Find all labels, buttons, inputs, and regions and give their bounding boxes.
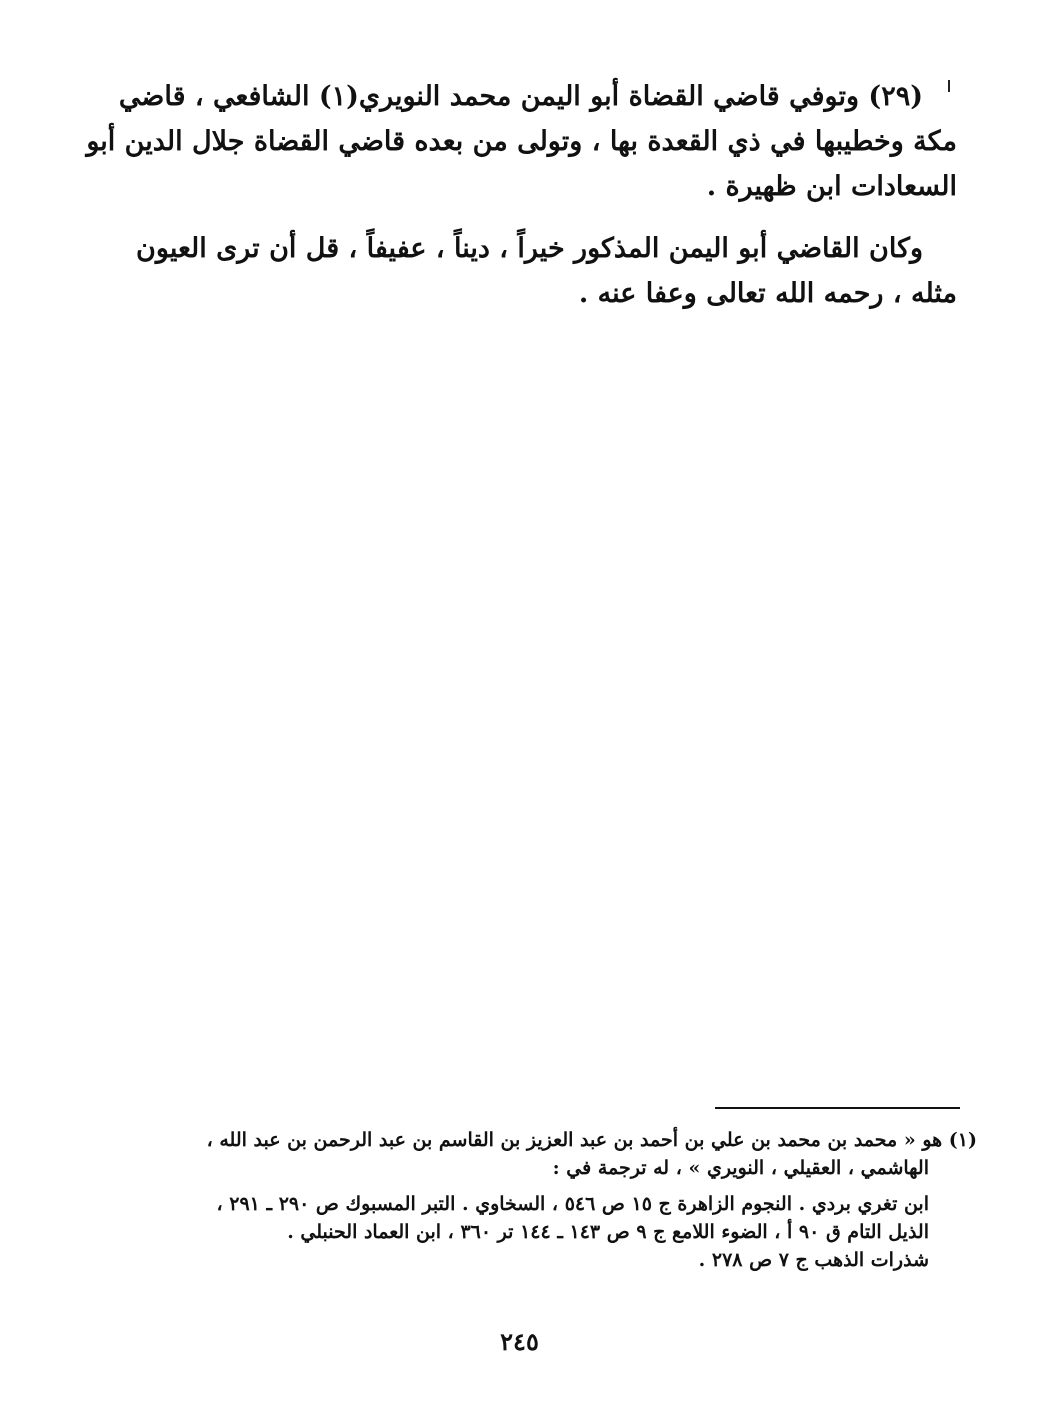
- footnote-line: شذرات الذهب ج ٧ ص ٢٧٨ .: [698, 1249, 929, 1271]
- footnote-line: (١) هو « محمد بن محمد بن علي بن أحمد بن عبد العزيز بن القاسم بن عبد الرحمن بن عبد الله ،: [206, 1129, 977, 1151]
- footnote-divider: [715, 1107, 960, 1109]
- footnote-block: [117, 1126, 977, 1274]
- body-line: وكان القاضي أبو اليمن المذكور خيراً ، ديناً ، عفيفاً ، قل أن ترى العيون: [136, 233, 923, 264]
- body-line: مثله ، رحمه الله تعالى وعفا عنه .: [578, 278, 957, 309]
- paragraph-judge-praise: [127, 226, 957, 316]
- body-line: السعادات ابن ظهيرة .: [706, 171, 957, 202]
- body-line: (٢٩) وتوفي قاضي القضاة أبو اليمن محمد النويري(١) الشافعي ، قاضي: [118, 81, 923, 112]
- footnote-line: ابن تغري بردي . النجوم الزاهرة ج ١٥ ص ٥٤٦ ، السخاوي . التبر المسبوك ص ٢٩٠ ـ ٢٩١ ،: [216, 1193, 929, 1215]
- footnote-line: الهاشمي ، العقيلي ، النويري » ، له ترجمة في :: [552, 1157, 929, 1179]
- body-line: مكة وخطيبها في ذي القعدة بها ، وتولى من بعده قاضي القضاة جلال الدين أبو: [86, 126, 957, 157]
- paragraph-29: [86, 74, 957, 209]
- page-number: ٢٤٥: [500, 1327, 539, 1356]
- footnote-line: الذيل التام ق ٩٠ أ ، الضوء اللامع ج ٩ ص ١٤٣ ـ ١٤٤ تر ٣٦٠ ، ابن العماد الحنبلي .: [287, 1221, 929, 1243]
